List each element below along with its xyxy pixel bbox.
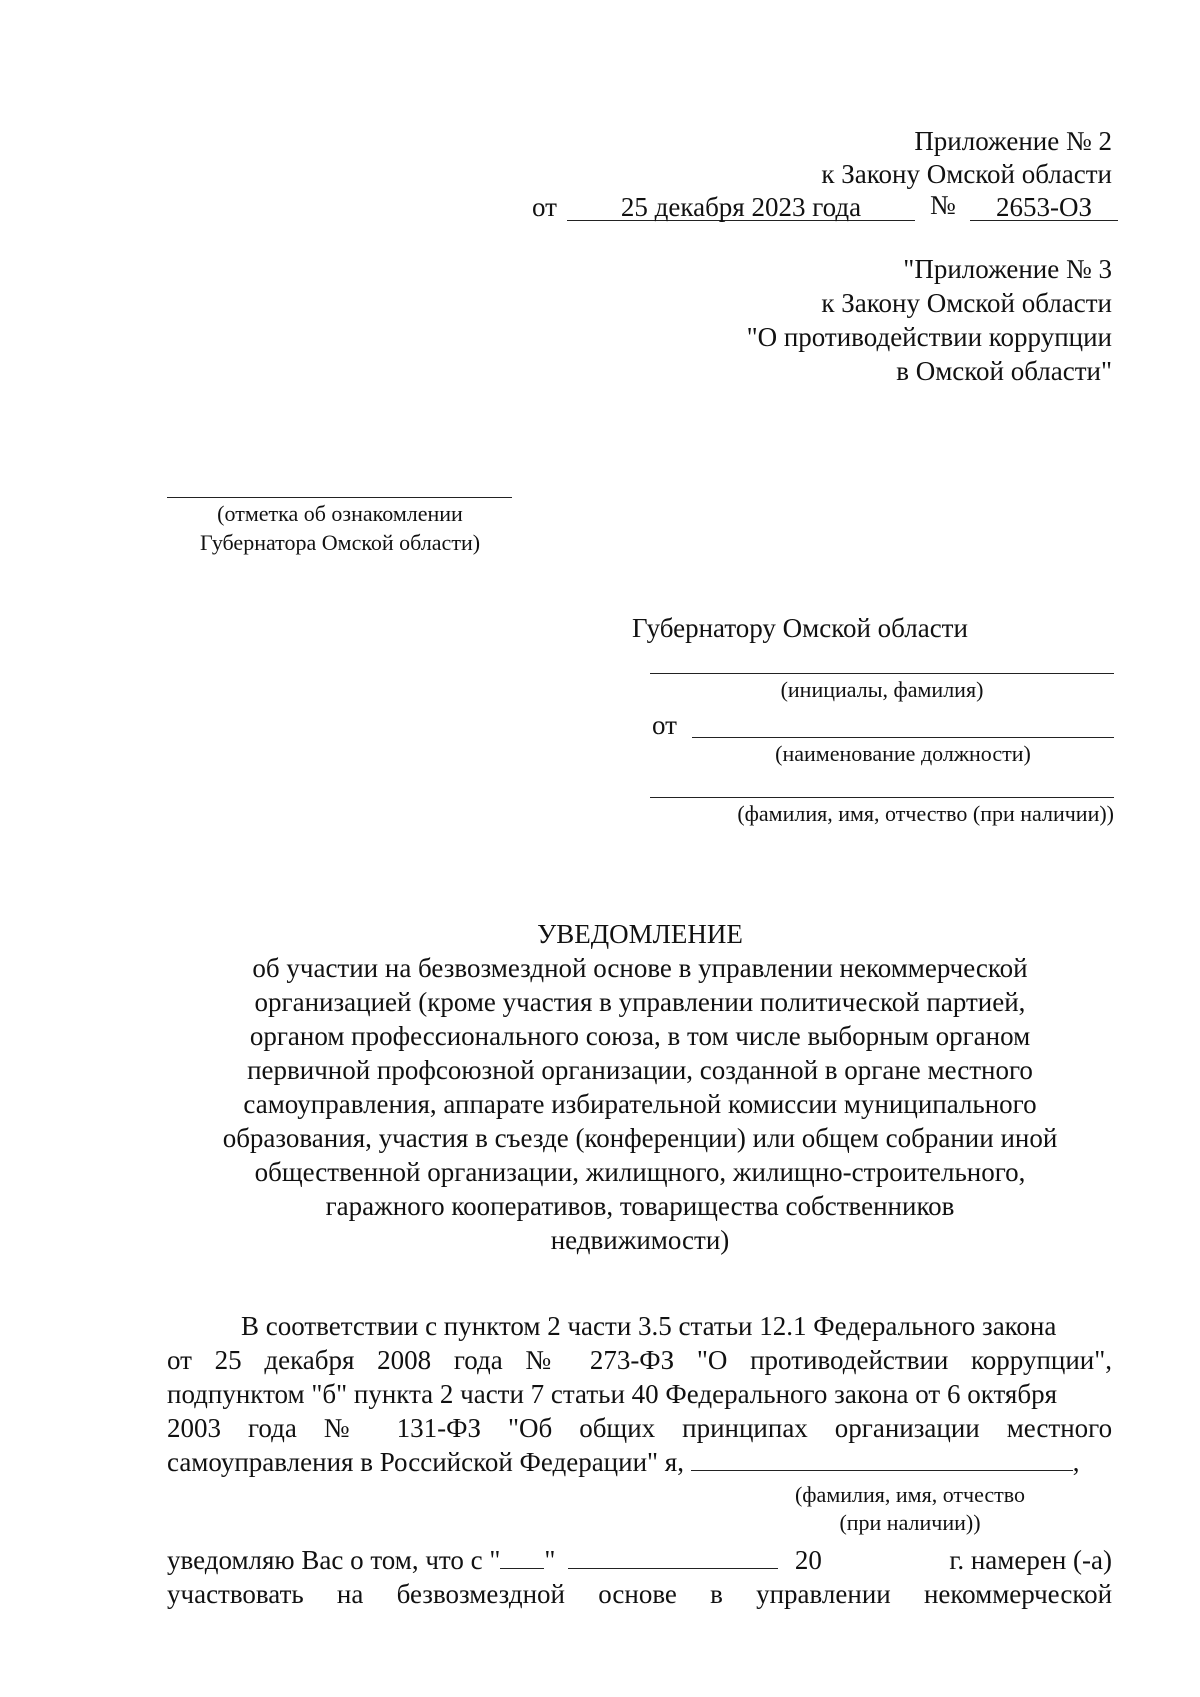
body-word: 2008 [377, 1345, 432, 1375]
position-caption: (наименование должности) [775, 741, 1031, 766]
initials-line [650, 673, 1114, 674]
body-word: № 131-ФЗ [323, 1413, 482, 1443]
amendment-number-label: № [930, 190, 956, 220]
notice-subtitle-line: самоуправления, аппарате избирательной комиссии муниципального [243, 1089, 1037, 1119]
notice-subtitle-line: гаражного кооперативов, товарищества собственников [325, 1191, 955, 1221]
body-word: основе [598, 1579, 677, 1609]
notice-subtitle-line: образования, участия в съезде (конференции) или общем собрании иной [222, 1123, 1058, 1153]
notice-subtitle-line: организацией (кроме участия в управлении политической партией, [254, 987, 1026, 1017]
notice-subtitle-line: об участии на безвозмездной основе в управлении некоммерческой [252, 953, 1028, 983]
body-word: на [336, 1579, 364, 1609]
body-line-last [167, 1577, 1112, 1611]
governor-mark-line [167, 497, 512, 498]
body-word: года [453, 1345, 503, 1375]
body-word: участвовать [167, 1579, 304, 1609]
body-word: некоммерческой [923, 1579, 1113, 1609]
month-blank[interactable] [568, 1544, 778, 1569]
appendix-law-name-2: в Омской области" [896, 356, 1112, 386]
governor-mark-caption-1: (отметка об ознакомлении [217, 501, 463, 526]
applicant-fio-caption-1: (фамилия, имя, отчество [794, 1482, 1026, 1507]
addressee-title: Губернатору Омской области [632, 613, 968, 643]
addressee-from-label: от [652, 710, 677, 740]
body-word: 2003 [167, 1413, 221, 1443]
applicant-fio-blank[interactable] [691, 1446, 1073, 1471]
appendix-law-reference: к Закону Омской области [821, 288, 1112, 318]
appendix-title: "Приложение № 3 [903, 254, 1112, 284]
body-line-notify [167, 1543, 822, 1577]
notice-subtitle-line: недвижимости) [550, 1225, 730, 1255]
body-word: № 273-ФЗ [525, 1345, 675, 1375]
notice-title: УВЕДОМЛЕНИЕ [537, 919, 743, 949]
body-word: безвозмездной [396, 1579, 565, 1609]
fio-caption: (фамилия, имя, отчество (при наличии)) [737, 801, 1114, 826]
body-word: года [247, 1413, 297, 1443]
notice-subtitle-line: первичной профсоюзной организации, созданной в органе местного [247, 1055, 1033, 1085]
amendment-from-label: от [532, 192, 557, 222]
amendment-title: Приложение № 2 [914, 126, 1112, 156]
body-line-5-text: самоуправления в Российской Федерации" я, [167, 1447, 684, 1477]
amendment-date: 25 декабря 2023 года [620, 192, 862, 222]
governor-mark-caption-2: Губернатора Омской области) [199, 530, 481, 555]
body-word: принципах [682, 1413, 808, 1443]
body-line-1: В соответствии с пунктом 2 части 3.5 статьи 12.1 Федерального закона [241, 1311, 1057, 1341]
day-blank[interactable] [500, 1544, 544, 1569]
body-word: общих [579, 1413, 656, 1443]
notify-suffix: г. намерен (-а) [949, 1545, 1112, 1575]
body-word: местного [1006, 1413, 1113, 1443]
body-word: коррупции", [971, 1345, 1113, 1375]
amendment-number: 2653-ОЗ [995, 192, 1093, 222]
body-word: управлении [756, 1579, 891, 1609]
position-line [692, 737, 1114, 738]
body-word: организации [834, 1413, 980, 1443]
body-word: 25 [214, 1345, 242, 1375]
appendix-law-name-1: "О противодействии коррупции [746, 322, 1112, 352]
body-line-5 [167, 1445, 1079, 1479]
body-word: "Об [507, 1413, 553, 1443]
body-line-2 [167, 1343, 1112, 1377]
notify-quote: " [544, 1545, 556, 1575]
amendment-law-reference: к Закону Омской области [821, 159, 1112, 189]
notice-subtitle-line: общественной организации, жилищного, жилищно-строительного, [254, 1157, 1026, 1187]
fio-line [650, 797, 1114, 798]
applicant-fio-caption-2: (при наличии)) [839, 1510, 981, 1535]
notify-year: 20 [794, 1545, 822, 1575]
body-word: "О [696, 1345, 728, 1375]
notify-prefix: уведомляю Вас о том, что с " [167, 1545, 501, 1575]
body-line-5-comma: , [1072, 1447, 1080, 1477]
body-line-3: подпунктом "б" пункта 2 части 7 статьи 40 Федерального закона от 6 октября [167, 1379, 1057, 1409]
body-line-4 [167, 1411, 1112, 1445]
initials-caption: (инициалы, фамилия) [780, 677, 984, 702]
body-word: противодействии [750, 1345, 949, 1375]
body-word: в [710, 1579, 723, 1609]
notice-subtitle-line: органом профессионального союза, в том числе выборным органом [249, 1021, 1031, 1051]
body-word: декабря [264, 1345, 355, 1375]
body-word: от [167, 1345, 192, 1375]
